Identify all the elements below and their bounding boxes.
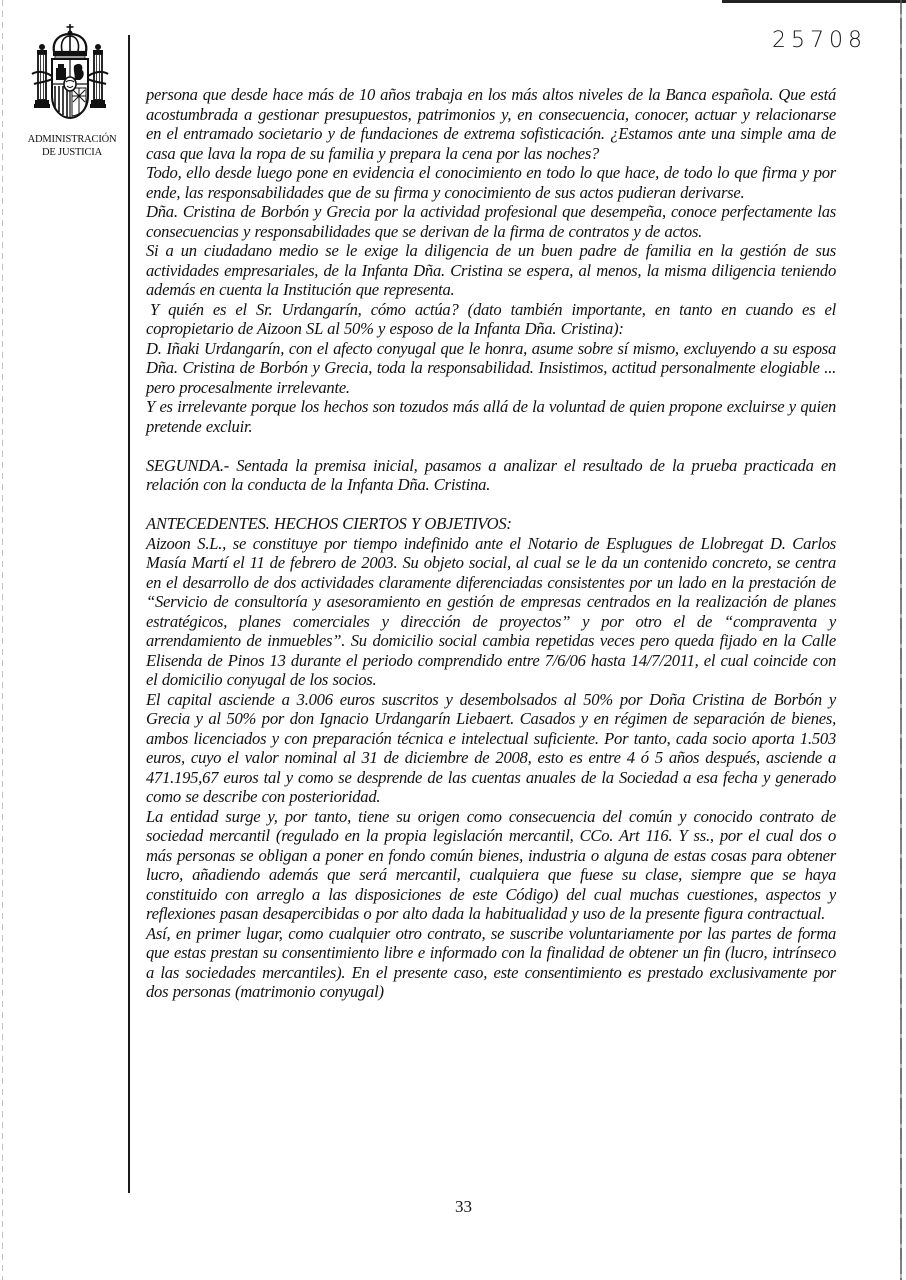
paragraph-gap [146, 495, 836, 515]
paragraph: La entidad surge y, por tanto, tiene su origen como consecuencia del común y conocido contrato de sociedad mercantil (regulado en la propia legislación mercantil, CCo. Art 116. Y ss., por el cual dos o más personas se obligan a poner en fondo común bienes, industria o alguna de estas cosas para obtener lucro, añadiendo además que será mercantil, cualquiera que fuese su clase, siempre que se haya constituido con arreglo a las disposiciones de este Código) del cual muchas cuestiones, aspectos y reflexiones pasan desapercibidas o por alto dada la habitualidad y uso de la presente figura contractual. [146, 806, 836, 923]
paragraph: Dña. Cristina de Borbón y Grecia por la actividad profesional que desempeña, conoce perfectamente las consecuencias y responsabilidades que se derivan de la firma de contratos y de actos. [146, 202, 836, 241]
document-body [146, 85, 836, 1002]
paragraph: Y quién es el Sr. Urdangarín, cómo actúa? (dato también importante, en tanto en cuando es el copropietario de Aizoon SL al 50% y esposo de la Infanta Dña. Cristina): [146, 299, 836, 338]
page-number: 33 [455, 1197, 472, 1216]
emblem-caption [16, 133, 128, 159]
paragraph: D. Iñaki Urdangarín, con el afecto conyugal que le honra, asume sobre sí mismo, excluyendo a su esposa Dña. Cristina de Borbón y Grecia, toda la responsabilidad. Insistimos, actitud personalmente elogiable ... pero procesalmente irrelevante. [146, 338, 836, 397]
paragraph: El capital asciende a 3.006 euros suscritos y desembolsados al 50% por Doña Cristina de Borbón y Grecia y al 50% por don Ignacio Urdangarín Liebaert. Casados y en régimen de separación de bienes, ambos licenciados y con preparación técnica e intelectual suficiente. Por tanto, cada socio aporta 1.503 euros, cuyo el valor nominal al 31 de diciembre de 2008, esto es entre 4 ó 5 años después, asciende a 471.195,67 euros tal y como se desprende de las cuentas anuales de la Sociedad a esa fecha y generado como se describe con posterioridad. [146, 689, 836, 806]
emblem-caption-line2: DE JUSTICIA [42, 147, 102, 158]
paragraph: Todo, ello desde luego pone en evidencia el conocimiento en todo lo que hace, de todo lo que firma y por ende, las responsabilidades que de su firma y conocimiento de sus actos pudieran derivarse. [146, 163, 836, 202]
paragraph: Si a un ciudadano medio se le exige la diligencia de un buen padre de familia en la gestión de sus actividades empresariales, de la Infanta Dña. Cristina se espera, al menos, la misma diligencia teniendo además en cuenta la Institución que representa. [146, 241, 836, 299]
paragraph-gap [146, 436, 836, 456]
scan-edge-right [900, 0, 902, 1280]
margin-divider [128, 35, 130, 1193]
section-heading-antecedentes: ANTECEDENTES. HECHOS CIERTOS Y OBJETIVOS: [146, 514, 512, 533]
paragraph: Aizoon S.L., se constituye por tiempo indefinido ante el Notario de Esplugues de Llobregat D. Carlos Masía Martí el 11 de febrero de 2003. Su objeto social, al cual se le da un contenido concreto, se centra en el desarrollo de dos actividades claramente diferenciadas consistentes por un lado en la prestación de “Servicio de consultoría y asesoramiento en gestión de empresas centrados en la realización de planes estratégicos, planes comerciales y dirección de proyectos” y por otro el de “compraventa y arrendamiento de inmuebles”. Su domicilio social cambia repetidas veces pero queda fijado en la Calle Elisenda de Pinos 13 durante el periodo comprendido entre 7/6/06 hasta 14/7/2011, el cual coincide con el domicilio conyugal de los socios. [146, 533, 836, 689]
scan-edge-left [2, 0, 3, 1280]
scan-edge-top [722, 0, 906, 3]
section-heading-segunda: SEGUNDA.- Sentada la premisa inicial, pasamos a analizar el resultado de la prueba practicada en relación con la conducta de la Infanta Dña. Cristina. [146, 455, 836, 494]
document-number: 25708 [772, 28, 867, 53]
paragraph: persona que desde hace más de 10 años trabaja en los más altos niveles de la Banca española. Que está acostumbrada a gestionar presupuestos, patrimonios y, en consecuencia, conocer, actuar y relacionarse en el entramado societario y de fundaciones de extrema sofisticación. ¿Estamos ante una simple ama de casa que lava la ropa de su familia y prepara la cena por las noches? [146, 85, 836, 163]
paragraph: Y es irrelevante porque los hechos son tozudos más allá de la voluntad de quien propone excluirse y quien pretende excluir. [146, 397, 836, 436]
spanish-coat-of-arms-icon [24, 22, 116, 126]
paragraph: Así, en primer lugar, como cualquier otro contrato, se suscribe voluntariamente por las partes de forma que estas prestan su consentimiento libre e informado con la finalidad de obtener un fin (lucro, intrínseco a las sociedades mercantiles). En el presente caso, este consentimiento es prestado exclusivamente por dos personas (matrimonio conyugal) [146, 923, 836, 1001]
emblem-caption-line1: ADMINISTRACIÓN [27, 134, 117, 145]
